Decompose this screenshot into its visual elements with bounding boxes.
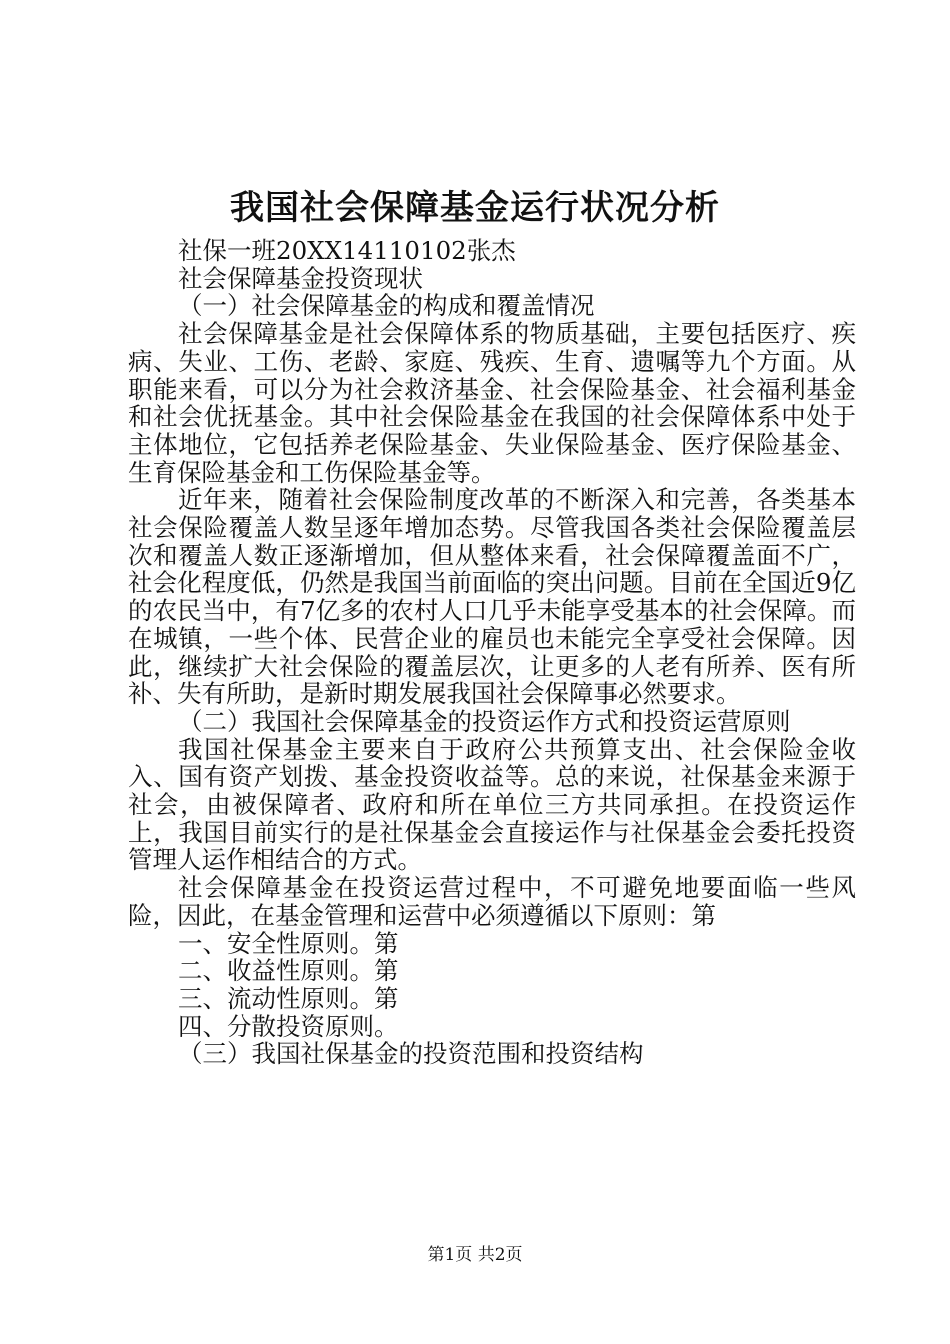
principle-item-3: 三、流动性原则。第 [178,983,399,1013]
subsection-heading-1: （一）社会保障基金的构成和覆盖情况 [178,291,595,321]
subsection-heading-3: （三）我国社保基金的投资范围和投资结构 [178,1039,644,1069]
paragraph-4: 社会保障基金在投资运营过程中，不可避免地要面临一些风险，因此，在基金管理和运营中必须遵循以下原则：第 [128,873,856,930]
subsection-heading-2: （二）我国社会保障基金的投资运作方式和投资运营原则 [178,706,791,736]
principle-item-4: 四、分散投资原则。 [178,1011,399,1041]
document-title: 我国社会保障基金运行状况分析 [230,188,720,228]
section-heading: 社会保障基金投资现状 [178,263,423,293]
paragraph-2: 近年来，随着社会保险制度改革的不断深入和完善，各类基本社会保险覆盖人数呈逐年增加态势。尽管我国各类社会保险覆盖层次和覆盖人数正逐渐增加，但从整体来看，社会保障覆盖面不广，社会化程度低，仍然是我国当前面临的突出问题。目前在全国近9亿的农民当中，有7亿多的农村人口几乎未能享受基本的社会保障。而在城镇，一些个体、民营企业的雇员也未能完全享受社会保障。因此，继续扩大社会保险的覆盖层次，让更多的人老有所养、医有所补、失有所助，是新时期发展我国社会保障事必然要求。 [128,485,856,709]
principle-item-2: 二、收益性原则。第 [178,956,399,986]
principle-item-1: 一、安全性原则。第 [178,928,399,958]
page-footer: 第1页 共2页 [427,1245,523,1265]
paragraph-1: 社会保障基金是社会保障体系的物质基础，主要包括医疗、疾病、失业、工伤、老龄、家庭、残疾、生育、遗嘱等九个方面。从职能来看，可以分为社会救济基金、社会保险基金、社会福利基金和社会优抚基金。其中社会保险基金在我国的社会保障体系中处于主体地位，它包括养老保险基金、失业保险基金、医疗保险基金、生育保险基金和工伤保险基金等。 [128,319,856,487]
document-body [128,237,856,1068]
paragraph-3: 我国社保基金主要来自于政府公共预算支出、社会保险金收入、国有资产划拨、基金投资收益等。总的来说，社保基金来源于社会，由被保障者、政府和所在单位三方共同承担。在投资运作上，我国目前实行的是社保基金会直接运作与社保基金会委托投资管理人运作相结合的方式。 [128,734,856,875]
author-line: 社保一班20XX14110102张杰 [178,236,516,265]
